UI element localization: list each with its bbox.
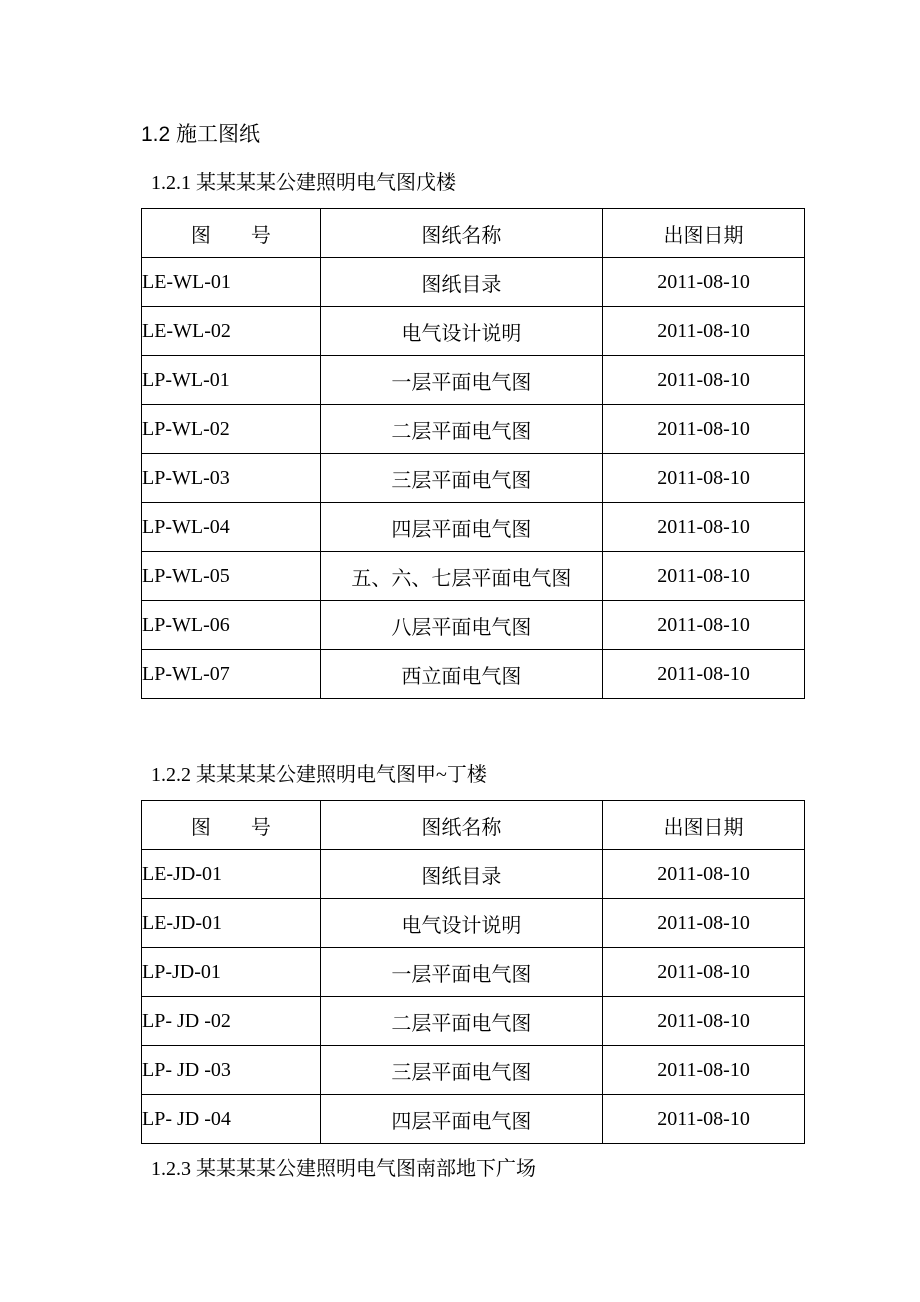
drawing-number: LP-WL-07 <box>142 650 321 699</box>
table-row <box>142 454 805 503</box>
drawing-number: LP- JD -04 <box>142 1095 321 1144</box>
table-header-row <box>142 209 805 258</box>
drawing-number: LE-JD-01 <box>142 850 321 899</box>
issue-date: 2011-08-10 <box>603 503 805 552</box>
issue-date: 2011-08-10 <box>603 899 805 948</box>
drawing-number: LP-WL-01 <box>142 356 321 405</box>
table-header-row <box>142 801 805 850</box>
drawing-name: 电气设计说明 <box>320 307 602 356</box>
table-row <box>142 1095 805 1144</box>
drawing-name: 图纸目录 <box>320 258 602 307</box>
header-issue-date: 出图日期 <box>603 801 805 850</box>
drawing-number: LP-WL-04 <box>142 503 321 552</box>
drawing-name: 三层平面电气图 <box>320 1046 602 1095</box>
issue-date: 2011-08-10 <box>603 1046 805 1095</box>
table-row <box>142 356 805 405</box>
table-row <box>142 650 805 699</box>
header-drawing-number: 图 号 <box>142 801 321 850</box>
drawing-number: LE-JD-01 <box>142 899 321 948</box>
header-issue-date: 出图日期 <box>603 209 805 258</box>
drawing-number: LP- JD -03 <box>142 1046 321 1095</box>
drawing-name: 四层平面电气图 <box>320 503 602 552</box>
header-drawing-number: 图 号 <box>142 209 321 258</box>
drawing-number: LP-JD-01 <box>142 948 321 997</box>
table-row <box>142 1046 805 1095</box>
drawing-name: 图纸目录 <box>320 850 602 899</box>
drawing-name: 二层平面电气图 <box>320 405 602 454</box>
issue-date: 2011-08-10 <box>603 650 805 699</box>
drawing-number: LP-WL-06 <box>142 601 321 650</box>
table-row <box>142 850 805 899</box>
subsection-title-3: 1.2.3 某某某某公建照明电气图南部地下广场 <box>151 1158 536 1180</box>
drawing-name: 三层平面电气图 <box>320 454 602 503</box>
drawing-name: 西立面电气图 <box>320 650 602 699</box>
drawing-number: LP- JD -02 <box>142 997 321 1046</box>
table-row <box>142 258 805 307</box>
drawing-table-2 <box>141 800 805 1144</box>
issue-date: 2011-08-10 <box>603 307 805 356</box>
issue-date: 2011-08-10 <box>603 454 805 503</box>
issue-date: 2011-08-10 <box>603 948 805 997</box>
issue-date: 2011-08-10 <box>603 850 805 899</box>
drawing-name: 一层平面电气图 <box>320 356 602 405</box>
table-row <box>142 307 805 356</box>
drawing-name: 二层平面电气图 <box>320 997 602 1046</box>
header-drawing-name: 图纸名称 <box>320 801 602 850</box>
drawing-name: 五、六、七层平面电气图 <box>320 552 602 601</box>
table-row <box>142 405 805 454</box>
table-row <box>142 899 805 948</box>
subsection-title-2: 1.2.2 某某某某公建照明电气图甲~丁楼 <box>151 764 487 786</box>
issue-date: 2011-08-10 <box>603 601 805 650</box>
issue-date: 2011-08-10 <box>603 997 805 1046</box>
section-heading: 1.2 施工图纸 <box>141 123 261 146</box>
issue-date: 2011-08-10 <box>603 1095 805 1144</box>
drawing-name: 八层平面电气图 <box>320 601 602 650</box>
table-row <box>142 948 805 997</box>
drawing-table-1 <box>141 208 805 699</box>
table-row <box>142 601 805 650</box>
issue-date: 2011-08-10 <box>603 356 805 405</box>
drawing-name: 四层平面电气图 <box>320 1095 602 1144</box>
table-row <box>142 997 805 1046</box>
drawing-number: LP-WL-05 <box>142 552 321 601</box>
drawing-name: 电气设计说明 <box>320 899 602 948</box>
drawing-number: LE-WL-02 <box>142 307 321 356</box>
drawing-name: 一层平面电气图 <box>320 948 602 997</box>
table-row <box>142 503 805 552</box>
issue-date: 2011-08-10 <box>603 552 805 601</box>
drawing-number: LP-WL-03 <box>142 454 321 503</box>
drawing-number: LE-WL-01 <box>142 258 321 307</box>
issue-date: 2011-08-10 <box>603 405 805 454</box>
drawing-number: LP-WL-02 <box>142 405 321 454</box>
subsection-title-1: 1.2.1 某某某某公建照明电气图戊楼 <box>151 172 456 194</box>
header-drawing-name: 图纸名称 <box>320 209 602 258</box>
issue-date: 2011-08-10 <box>603 258 805 307</box>
table-row <box>142 552 805 601</box>
